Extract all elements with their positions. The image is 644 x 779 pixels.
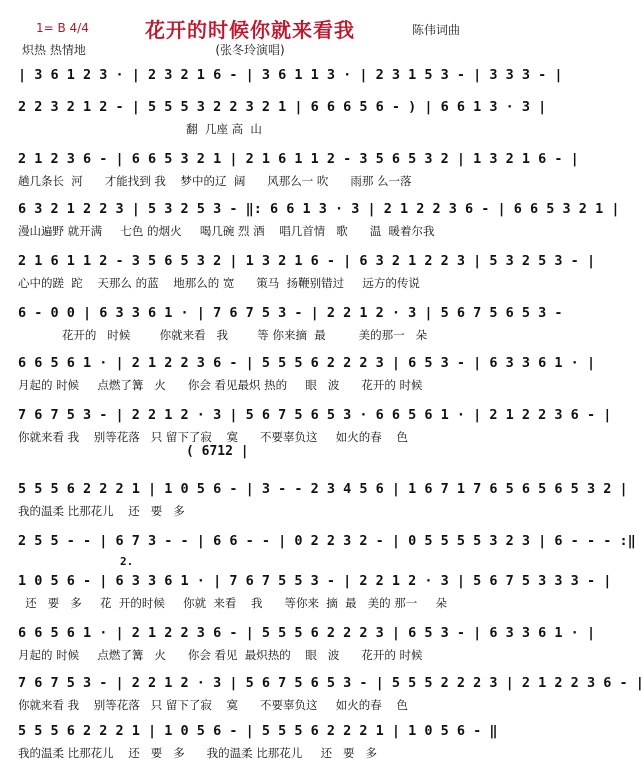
bracket-notes: ( 6712 |	[186, 444, 249, 459]
notation-line: 6 6 5 6 1 · | 2 1 2 2 3 6 - | 5 5 5 6 2 2 2 3 | 6 5 3 - | 6 3 3 6 1 · |	[18, 355, 596, 371]
score-system-4	[18, 198, 620, 244]
notation-line: 1 0 5 6 - | 6 3 3 6 1 · | 7 6 7 5 5 3 - | 2 2 1 2 · 3 | 5 6 7 5 3 3 3 - |	[18, 573, 612, 589]
notation-line: 2 5 5 - - | 6 7 3 - - | 6 6 - - | 0 2 2 3 2 - | 0 5 5 5 5 3 2 3 | 6 - - - :‖	[18, 533, 636, 549]
composer-credit: 陈伟词曲	[412, 23, 461, 37]
tempo-style: 炽热 热情地	[22, 43, 86, 57]
notation-line: 2 1 6 1 1 2 - 3 5 6 5 3 2 | 1 3 2 1 6 - | 6 3 2 1 2 2 3 | 5 3 2 5 3 - |	[18, 253, 596, 269]
singer-credit: (张冬玲演唱)	[215, 43, 285, 57]
key-signature: 1= B 4/4	[36, 21, 89, 35]
notation-line: 6 3 2 1 2 2 3 | 5 3 2 5 3 - ‖: 6 6 1 3 · 3 | 2 1 2 2 3 6 - | 6 6 5 3 2 1 |	[18, 201, 620, 217]
notation-line: 5 5 5 6 2 2 2 1 | 1 0 5 6 - | 3 - - 2 3 4 5 6 | 1 6 7 1 7 6 5 6 5 6 5 3 2 |	[18, 481, 628, 497]
score-system-12	[18, 622, 596, 668]
lyrics-line: 我的温柔 比那花儿 还 要 多	[18, 504, 185, 518]
score-system-7	[18, 352, 596, 398]
notation-line: 5 5 5 6 2 2 2 1 | 1 0 5 6 - | 5 5 5 6 2 2 2 1 | 1 0 5 6 - ‖	[18, 723, 498, 739]
lyrics-line: 月起的 时候 点燃了篝 火 你会 看见最炽 热的 眼 波 花开的 时候	[18, 378, 423, 392]
score-system-3	[18, 148, 579, 194]
score-system-13	[18, 672, 644, 718]
score-header	[0, 0, 500, 60]
score-system-9	[18, 478, 628, 524]
volta-marker: 2.	[120, 555, 134, 568]
notation-line: 6 6 5 6 1 · | 2 1 2 2 3 6 - | 5 5 5 6 2 2 2 3 | 6 5 3 - | 6 3 3 6 1 · |	[18, 625, 596, 641]
notation-line: | 3 6 1 2 3 · | 2 3 2 1 6 - | 3 6 1 1 3 · | 2 3 1 5 3 - | 3 3 3 - |	[18, 67, 563, 83]
lyrics-line: 你就来看 我 别等花落 只 留下了寂 寞 不要辜负这 如火的春 色	[18, 430, 408, 444]
notation-line: 7 6 7 5 3 - | 2 2 1 2 · 3 | 5 6 7 5 6 5 3 - | 5 5 5 2 2 2 3 | 2 1 2 2 3 6 - |	[18, 675, 644, 691]
score-system-11	[18, 570, 612, 616]
lyrics-line: 我的温柔 比那花儿 还 要 多 我的温柔 比那花儿 还 要 多	[18, 746, 378, 760]
notation-line: 2 2 3 2 1 2 - | 5 5 5 3 2 2 3 2 1 | 6 6 6 5 6 - ) | 6 6 1 3 · 3 |	[18, 99, 547, 115]
lyrics-line: 趟几条长 河 才能找到 我 梦中的辽 阔 风那么一 吹 雨那 么一落	[18, 174, 412, 188]
lyrics-line: 花开的 时候 你就来看 我 等 你来摘 最 美的那一 朵	[18, 328, 428, 342]
lyrics-line: 月起的 时候 点燃了篝 火 你会 看见 最炽热的 眼 波 花开的 时候	[18, 648, 423, 662]
song-title: 花开的时候你就来看我	[145, 18, 355, 42]
notation-line: 7 6 7 5 3 - | 2 2 1 2 · 3 | 5 6 7 5 6 5 3 · 6 6 5 6 1 · | 2 1 2 2 3 6 - |	[18, 407, 612, 423]
lyrics-line: 漫山遍野 就开满 七色 的烟火 喝几碗 烈 酒 唱几首情 歌 温 暖着尔我	[18, 224, 435, 238]
score-system-2	[18, 96, 547, 142]
score-system-6	[18, 302, 563, 348]
notation-line: 2 1 2 3 6 - | 6 6 5 3 2 1 | 2 1 6 1 1 2 - 3 5 6 5 3 2 | 1 3 2 1 6 - |	[18, 151, 579, 167]
lyrics-line: 你就来看 我 别等花落 只 留下了寂 寞 不要辜负这 如火的春 色	[18, 698, 408, 712]
notation-line: 6 - 0 0 | 6 3 3 6 1 · | 7 6 7 5 3 - | 2 2 1 2 · 3 | 5 6 7 5 6 5 3 -	[18, 305, 563, 321]
lyrics-line: 翻 几座 高 山	[18, 122, 262, 136]
lyrics-line: 还 要 多 花 开的时候 你就 来看 我 等你来 摘 最 美的 那一 朵	[18, 596, 447, 610]
score-system-8	[18, 404, 612, 450]
score-system-5	[18, 250, 596, 296]
score-system-14	[18, 720, 498, 766]
lyrics-line: 心中的蹉 跎 天那么 的蓝 地那么的 宽 策马 扬鞭别错过 远方的传说	[18, 276, 420, 290]
